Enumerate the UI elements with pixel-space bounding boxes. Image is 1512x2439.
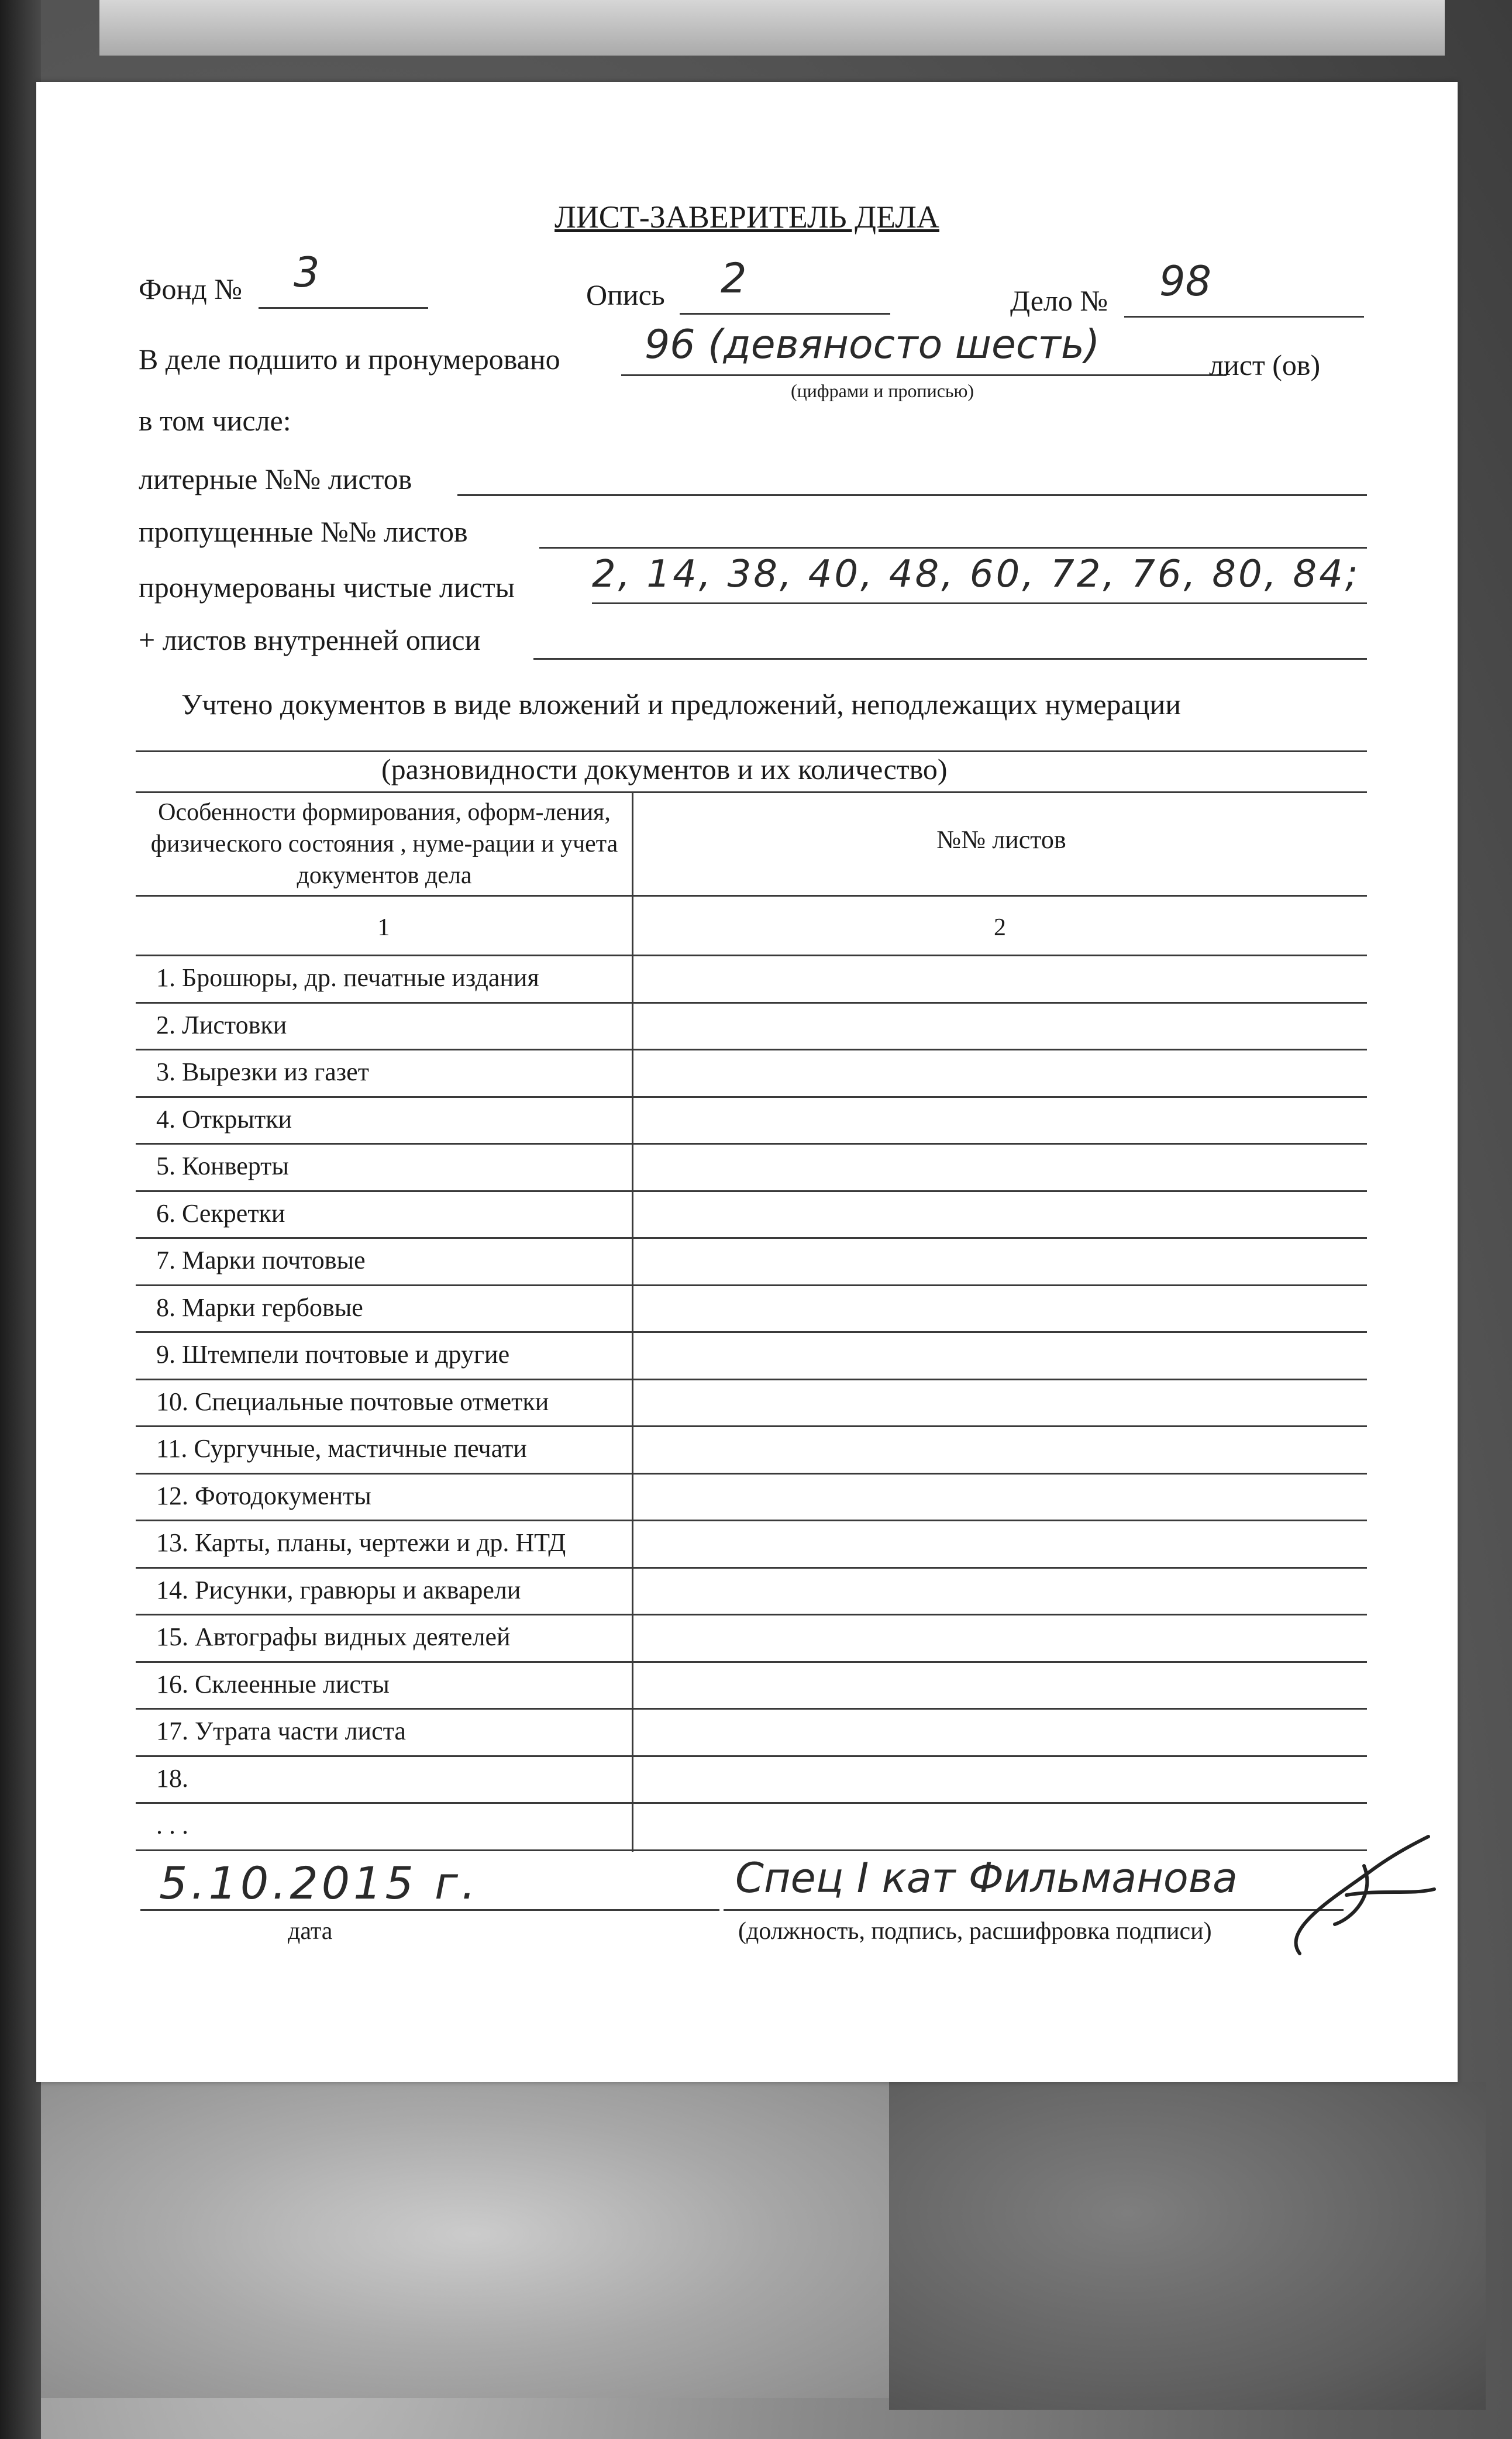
fond-label: Фонд № bbox=[139, 273, 242, 305]
table-row-sheets-cell bbox=[633, 1474, 1367, 1519]
blank-label: пронумерованы чистые листы bbox=[139, 571, 515, 604]
folder-top-edge bbox=[99, 0, 1445, 56]
table-row-label: 9. Штемпели почтовые и другие bbox=[156, 1340, 510, 1369]
table-row-sheets-cell bbox=[633, 1144, 1367, 1189]
signature-underline bbox=[724, 1909, 1344, 1911]
sewn-label: В деле подшито и пронумеровано bbox=[139, 343, 560, 376]
literal-label: литерные №№ листов bbox=[139, 463, 412, 495]
table-row-label: . . . bbox=[156, 1811, 188, 1839]
table-row-label: 13. Карты, планы, чертежи и др. НТД bbox=[156, 1528, 566, 1557]
table-row-sheets-cell bbox=[633, 1191, 1367, 1236]
sewn-unit: лист (ов) bbox=[1209, 349, 1321, 381]
column-number-1: 1 bbox=[377, 914, 390, 941]
opis-value: 2 bbox=[721, 254, 747, 302]
certification-sheet bbox=[36, 82, 1458, 2082]
table-row-sheets-cell bbox=[633, 956, 1367, 1001]
column-header-features: Особенности формирования, оформ-ления, физического состояния , нуме-рации и учета документов дела bbox=[150, 799, 618, 889]
table-row-label: 11. Сургучные, мастичные печати bbox=[156, 1434, 527, 1463]
table-row-sheets-cell bbox=[633, 1380, 1367, 1425]
table-row-label: 4. Открытки bbox=[156, 1104, 292, 1134]
table-row-sheets-cell bbox=[633, 1756, 1367, 1801]
table-row-label: 16. Склеенные листы bbox=[156, 1669, 390, 1699]
table-row-label: 1. Брошюры, др. печатные издания bbox=[156, 963, 539, 992]
missing-underline bbox=[539, 547, 1367, 549]
table-row-sheets-cell bbox=[633, 1332, 1367, 1377]
folder-left-edge bbox=[0, 0, 41, 2439]
delo-underline bbox=[1124, 316, 1364, 318]
page-title: ЛИСТ-ЗАВЕРИТЕЛЬ ДЕЛА bbox=[554, 199, 939, 235]
table-row-label: 17. Утрата части листа bbox=[156, 1717, 406, 1745]
table-row-sheets-cell bbox=[633, 1615, 1367, 1660]
inner-underline bbox=[533, 658, 1367, 660]
table-row-sheets-cell bbox=[633, 1521, 1367, 1566]
table-row-label: 2. Листовки bbox=[156, 1010, 287, 1039]
fond-underline bbox=[259, 307, 428, 309]
literal-underline bbox=[457, 494, 1367, 496]
folder-worn-patch bbox=[41, 2071, 907, 2398]
table-row-label: 18. bbox=[156, 1763, 188, 1793]
table-row-sheets-cell bbox=[633, 1427, 1367, 1472]
table-row-sheets-cell bbox=[633, 1286, 1367, 1331]
table-row-label: 15. Автографы видных деятелей bbox=[156, 1622, 511, 1651]
sewn-value: 96 (девяносто шесть) bbox=[645, 322, 1100, 368]
folder-dark-patch bbox=[889, 2082, 1486, 2410]
table-top-border bbox=[136, 791, 1367, 793]
signature-label: (должность, подпись, расшифровка подписи) bbox=[738, 1918, 1212, 1945]
column-header-sheets: №№ листов bbox=[936, 825, 1066, 854]
table-row-sheets-cell bbox=[633, 1568, 1367, 1613]
table-row-sheets-cell bbox=[633, 1709, 1367, 1754]
date-value: 5.10.2015 г. bbox=[159, 1857, 480, 1909]
fond-value: 3 bbox=[294, 249, 320, 297]
table-row-label: 5. Конверты bbox=[156, 1152, 289, 1180]
delo-value: 98 bbox=[1159, 257, 1212, 305]
missing-label: пропущенные №№ листов bbox=[139, 515, 468, 548]
including-label: в том числе: bbox=[139, 404, 291, 437]
table-row-label: 6. Секретки bbox=[156, 1198, 285, 1228]
opis-underline bbox=[680, 313, 890, 315]
delo-label: Дело № bbox=[1010, 284, 1108, 317]
docs-counted: Учтено документов в виде вложений и предложений, неподлежащих нумерации bbox=[181, 688, 1182, 721]
column-number-2: 2 bbox=[994, 914, 1006, 941]
table-row-label: 12. Фотодокументы bbox=[156, 1481, 371, 1510]
table-row-label: 8. Марки гербовые bbox=[156, 1293, 363, 1322]
table-row-sheets-cell bbox=[633, 1097, 1367, 1142]
blank-value: 2, 14, 38, 40, 48, 60, 72, 76, 80, 84; bbox=[592, 553, 1361, 596]
header-bottom-border bbox=[136, 895, 1367, 897]
docs-kinds-hint: (разновидности документов и их количество) bbox=[381, 753, 948, 786]
table-row-border bbox=[136, 1849, 1367, 1851]
table-row-sheets-cell bbox=[633, 1050, 1367, 1095]
date-label: дата bbox=[288, 1918, 333, 1945]
date-underline bbox=[140, 1909, 719, 1911]
sewn-underline bbox=[621, 374, 1227, 376]
table-row-label: 14. Рисунки, гравюры и акварели bbox=[156, 1575, 521, 1604]
inner-label: + листов внутренней описи bbox=[139, 623, 481, 656]
table-row-label: 7. Марки почтовые bbox=[156, 1246, 366, 1274]
table-row-label: 3. Вырезки из газет bbox=[156, 1057, 369, 1086]
table-row-label: 10. Специальные почтовые отметки bbox=[156, 1387, 549, 1416]
table-row-sheets-cell bbox=[633, 1662, 1367, 1707]
blank-underline bbox=[592, 602, 1367, 604]
table-row-sheets-cell bbox=[633, 1803, 1367, 1848]
signature-value: Спец I кат Фильманова bbox=[735, 1854, 1238, 1902]
table-row-sheets-cell bbox=[633, 1238, 1367, 1283]
handwritten-signature-mark bbox=[1276, 1831, 1440, 1971]
table-row-sheets-cell bbox=[633, 1003, 1367, 1048]
sewn-hint: (цифрами и прописью) bbox=[791, 380, 974, 401]
opis-label: Опись bbox=[586, 278, 665, 311]
